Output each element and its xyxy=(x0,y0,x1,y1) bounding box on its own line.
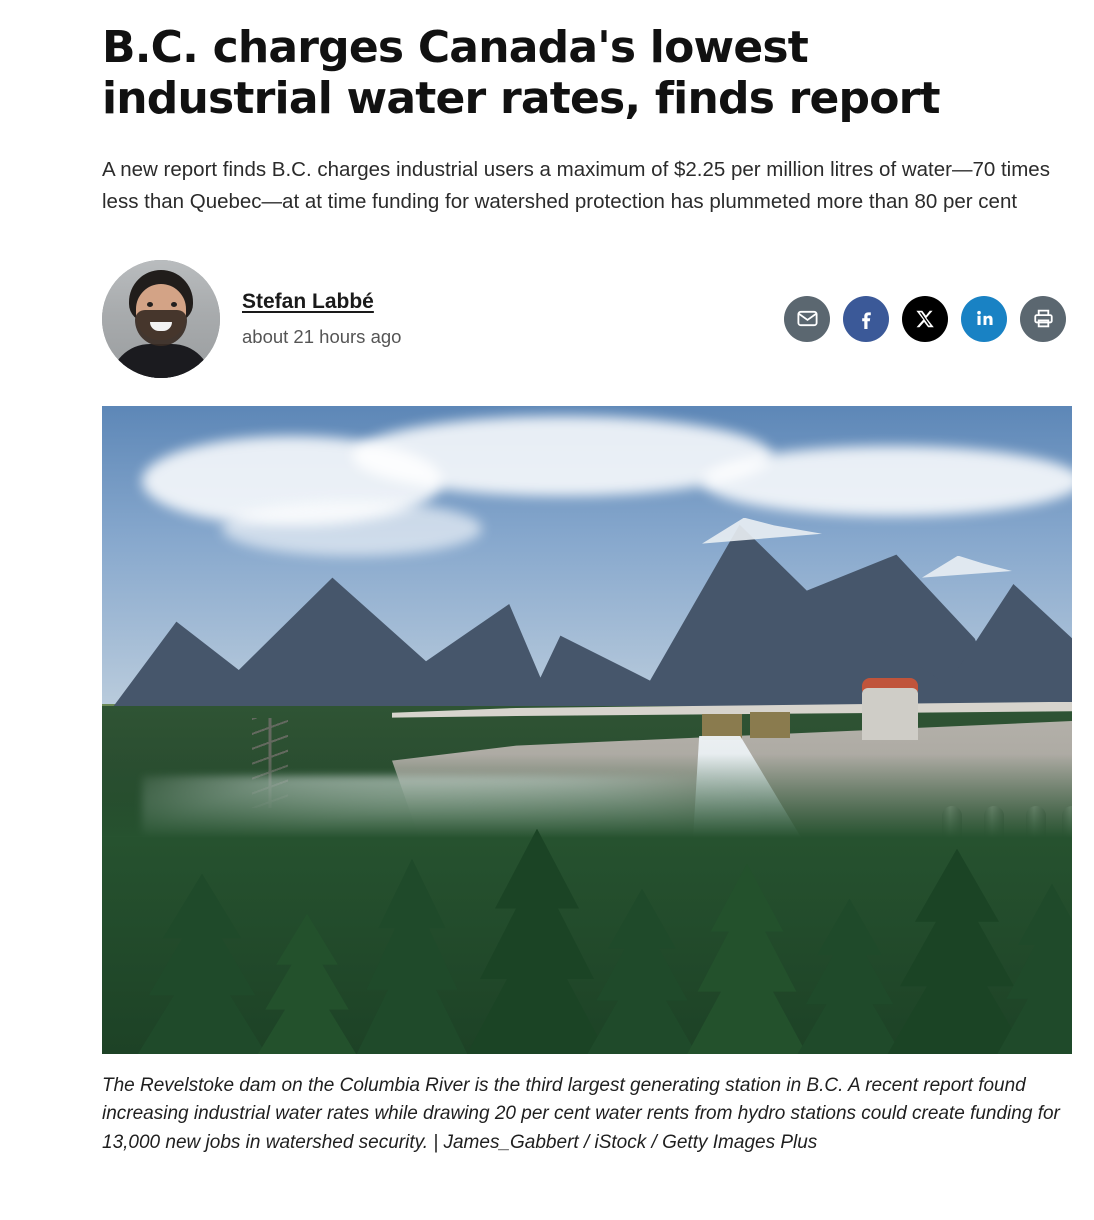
share-linkedin-button[interactable] xyxy=(961,296,1007,342)
avatar xyxy=(102,260,220,378)
author-link[interactable]: Stefan Labbé xyxy=(242,289,374,313)
page-title: B.C. charges Canada's lowest industrial water rates, finds report xyxy=(102,22,940,125)
share-x-button[interactable] xyxy=(902,296,948,342)
image-caption: The Revelstoke dam on the Columbia River is the third largest generating station in B.C. A recent report found increasing industrial water rates while drawing 20 per cent water rents from hydro stations could create funding for 13,000 new jobs in watershed security. | James_Gabbert / iStock / Getty Images Plus xyxy=(102,1074,1060,1153)
article-standfirst: A new report finds B.C. charges industrial users a maximum of $2.25 per million litres of water—70 times less than Quebec—at at time funding for watershed protection has plummeted more than 80 per cent xyxy=(102,158,1050,213)
share-buttons xyxy=(784,296,1066,342)
byline-text xyxy=(242,290,401,348)
linkedin-icon xyxy=(973,307,996,330)
facebook-icon xyxy=(854,307,878,331)
article-image xyxy=(102,406,1072,1054)
byline-row xyxy=(0,218,1094,378)
print-button[interactable] xyxy=(1020,296,1066,342)
printer-icon xyxy=(1032,307,1055,330)
byline-author-block xyxy=(102,260,401,378)
share-email-button[interactable] xyxy=(784,296,830,342)
x-twitter-icon xyxy=(914,308,936,330)
publish-timestamp: about 21 hours ago xyxy=(242,325,402,347)
envelope-icon xyxy=(796,307,819,330)
article-figure xyxy=(102,406,1072,1158)
share-facebook-button[interactable] xyxy=(843,296,889,342)
